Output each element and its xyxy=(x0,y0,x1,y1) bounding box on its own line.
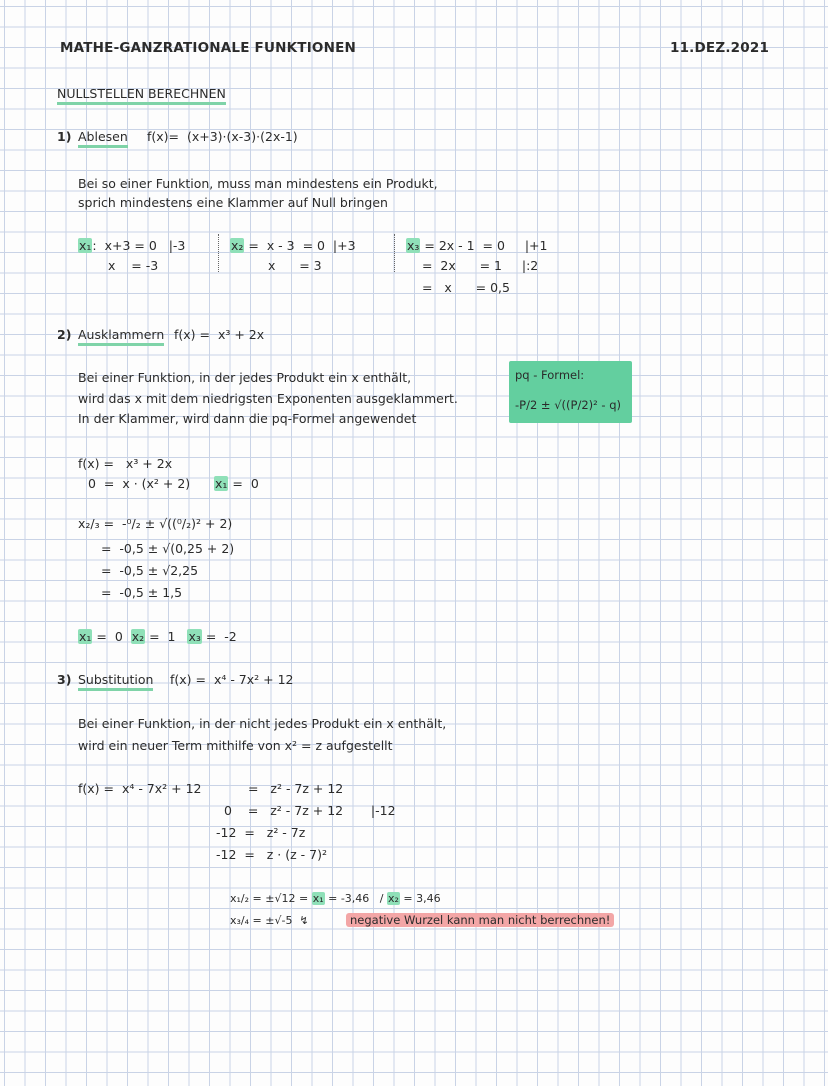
pq-formula: -P/2 ± √((P/2)² - q) xyxy=(515,398,621,412)
x3-step-2: = 2x = 1 |:2 xyxy=(422,258,539,273)
section-3-number: 3) xyxy=(57,672,72,687)
date-label: 11.DEZ.2021 xyxy=(670,40,770,56)
section-1-text-2: sprich mindestens eine Klammer auf Null bringen xyxy=(78,195,388,210)
section-1-text-1: Bei so einer Funktion, muss man mindestens ein Produkt, xyxy=(78,176,438,191)
section-1-number: 1) xyxy=(57,129,72,144)
section-1-name: Ablesen xyxy=(78,129,128,145)
pq-formula-title: pq - Formel: xyxy=(515,368,585,382)
section-3-result-1: x₁/₂ = ±√12 = x₁ = -3,46 / x₂ = 3,46 xyxy=(230,892,441,905)
x3-result: = x = 0,5 xyxy=(422,280,510,295)
x2-equation: x₂ = x - 3 = 0 |+3 xyxy=(231,238,356,253)
section-2-calc-1: f(x) = x³ + 2x xyxy=(78,456,173,471)
section-3-name: Substitution xyxy=(78,672,153,688)
section-3-row-4: -12 = z · (z - 7)² xyxy=(216,847,327,862)
section-2-calc-3: x₂/₃ = -⁰/₂ ± √((⁰/₂)² + 2) xyxy=(78,516,233,531)
page-title: MATHE-GANZRATIONALE FUNKTIONEN xyxy=(60,40,357,56)
section-3-row-3: -12 = z² - 7z xyxy=(216,825,306,840)
x3-equation: x₃ = 2x - 1 = 0 |+1 xyxy=(407,238,548,253)
section-2-text-2: wird das x mit dem niedrigsten Exponenten ausgeklammert. xyxy=(78,391,458,406)
section-3-row-2: 0 = z² - 7z + 12 |-12 xyxy=(224,803,396,818)
x1-result: x = -3 xyxy=(108,258,159,273)
section-3-result-2: x₃/₄ = ±√-5 ↯ xyxy=(230,914,309,927)
section-2-calc-5: = -0,5 ± √2,25 xyxy=(101,563,199,578)
section-2-number: 2) xyxy=(57,327,72,342)
section-2-text-1: Bei einer Funktion, in der jedes Produkt ein x enthält, xyxy=(78,370,412,385)
section-2-calc-2: 0 = x · (x² + 2) x₁ = 0 xyxy=(88,476,259,491)
section-2-function: f(x) = x³ + 2x xyxy=(174,327,265,342)
section-2-text-3: In der Klammer, wird dann die pq-Formel angewendet xyxy=(78,411,417,426)
section-heading: NULLSTELLEN BERECHNEN xyxy=(57,86,226,102)
divider xyxy=(394,234,395,272)
section-2-calc-4: = -0,5 ± √(0,25 + 2) xyxy=(101,541,235,556)
section-2-calc-6: = -0,5 ± 1,5 xyxy=(101,585,183,600)
section-3-function: f(x) = x⁴ - 7x² + 12 xyxy=(170,672,294,687)
divider xyxy=(218,234,219,272)
section-2-name: Ausklammern xyxy=(78,327,164,343)
section-3-row-1-left: f(x) = x⁴ - 7x² + 12 xyxy=(78,781,202,796)
x2-result: x = 3 xyxy=(268,258,322,273)
section-3-row-1-right: = z² - 7z + 12 xyxy=(248,781,344,796)
section-2-results: x₁ = 0 x₂ = 1 x₃ = -2 xyxy=(79,629,237,644)
section-1-function: f(x)= (x+3)·(x-3)·(2x-1) xyxy=(147,129,298,144)
x1-equation: x₁: x+3 = 0 |-3 xyxy=(79,238,186,253)
section-3-text-1: Bei einer Funktion, in der nicht jedes Produkt ein x enthält, xyxy=(78,716,447,731)
section-3-text-2: wird ein neuer Term mithilfe von x² = z aufgestellt xyxy=(78,738,393,753)
negative-root-note: negative Wurzel kann man nicht berrechnen! xyxy=(346,912,614,928)
